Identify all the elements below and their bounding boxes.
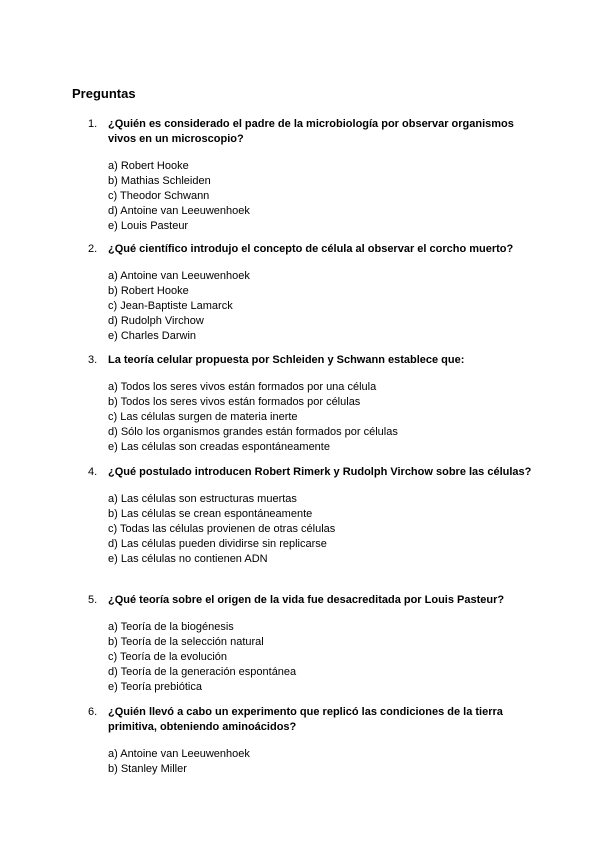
answer-option: e) Charles Darwin: [108, 330, 197, 342]
question-text: ¿Qué postulado introducen Robert Rimerk y Rudolph Virchow sobre las células?: [108, 466, 532, 478]
answer-option: b) Mathias Schleiden: [108, 175, 211, 187]
answer-option: b) Todos los seres vivos están formados por células: [108, 396, 361, 408]
answer-option: e) Louis Pasteur: [108, 220, 189, 232]
answer-option: e) Las células son creadas espontáneamente: [108, 441, 330, 453]
answer-option: a) Antoine van Leeuwenhoek: [108, 270, 250, 282]
answer-option: b) Las células se crean espontáneamente: [108, 508, 313, 520]
question-number: 6.: [88, 706, 98, 718]
answer-option: a) Todos los seres vivos están formados por una célula: [108, 381, 377, 393]
question-3: [88, 353, 538, 455]
answer-option: e) Teoría prebiótica: [108, 681, 202, 693]
question-text: ¿Quién llevó a cabo un experimento que replicó las condiciones de la tierra primitiva, obteniendo aminoácidos?: [108, 706, 503, 733]
answer-options: [108, 747, 538, 777]
question-5: [88, 593, 538, 695]
answer-options: [108, 159, 538, 234]
question-number: 3.: [88, 354, 98, 366]
answer-options: [108, 492, 538, 567]
answer-option: c) Todas las células provienen de otras células: [108, 523, 336, 535]
answer-option: d) Las células pueden dividirse sin replicarse: [108, 538, 327, 550]
answer-option: d) Rudolph Virchow: [108, 315, 204, 327]
answer-option: c) Teoría de la evolución: [108, 651, 228, 663]
answer-options: [108, 269, 538, 344]
answer-option: a) Robert Hooke: [108, 160, 189, 172]
question-number: 5.: [88, 594, 98, 606]
question-text: ¿Quién es considerado el padre de la microbiología por observar organismos vivos en un microscopio?: [108, 118, 514, 145]
question-number: 4.: [88, 466, 98, 478]
answer-option: d) Teoría de la generación espontánea: [108, 666, 297, 678]
answer-option: e) Las células no contienen ADN: [108, 553, 268, 565]
answer-option: a) Las células son estructuras muertas: [108, 493, 297, 505]
question-text: ¿Qué científico introdujo el concepto de célula al observar el corcho muerto?: [108, 243, 514, 255]
question-1: [88, 117, 538, 234]
answer-option: d) Antoine van Leeuwenhoek: [108, 205, 250, 217]
answer-option: c) Jean-Baptiste Lamarck: [108, 300, 233, 312]
answer-option: b) Robert Hooke: [108, 285, 189, 297]
section-heading: Preguntas: [72, 86, 136, 101]
question-2: [88, 242, 538, 344]
answer-options: [108, 380, 538, 455]
question-4: [88, 465, 538, 567]
question-number: 2.: [88, 243, 98, 255]
answer-option: c) Theodor Schwann: [108, 190, 210, 202]
answer-option: a) Antoine van Leeuwenhoek: [108, 748, 250, 760]
question-text: La teoría celular propuesta por Schleiden y Schwann establece que:: [108, 354, 465, 366]
answer-option: c) Las células surgen de materia inerte: [108, 411, 298, 423]
question-6: [88, 705, 538, 777]
answer-option: b) Stanley Miller: [108, 763, 187, 775]
answer-option: b) Teoría de la selección natural: [108, 636, 264, 648]
answer-option: a) Teoría de la biogénesis: [108, 621, 234, 633]
question-text: ¿Qué teoría sobre el origen de la vida fue desacreditada por Louis Pasteur?: [108, 594, 505, 606]
answer-options: [108, 620, 538, 695]
question-number: 1.: [88, 118, 98, 130]
answer-option: d) Sólo los organismos grandes están formados por células: [108, 426, 398, 438]
